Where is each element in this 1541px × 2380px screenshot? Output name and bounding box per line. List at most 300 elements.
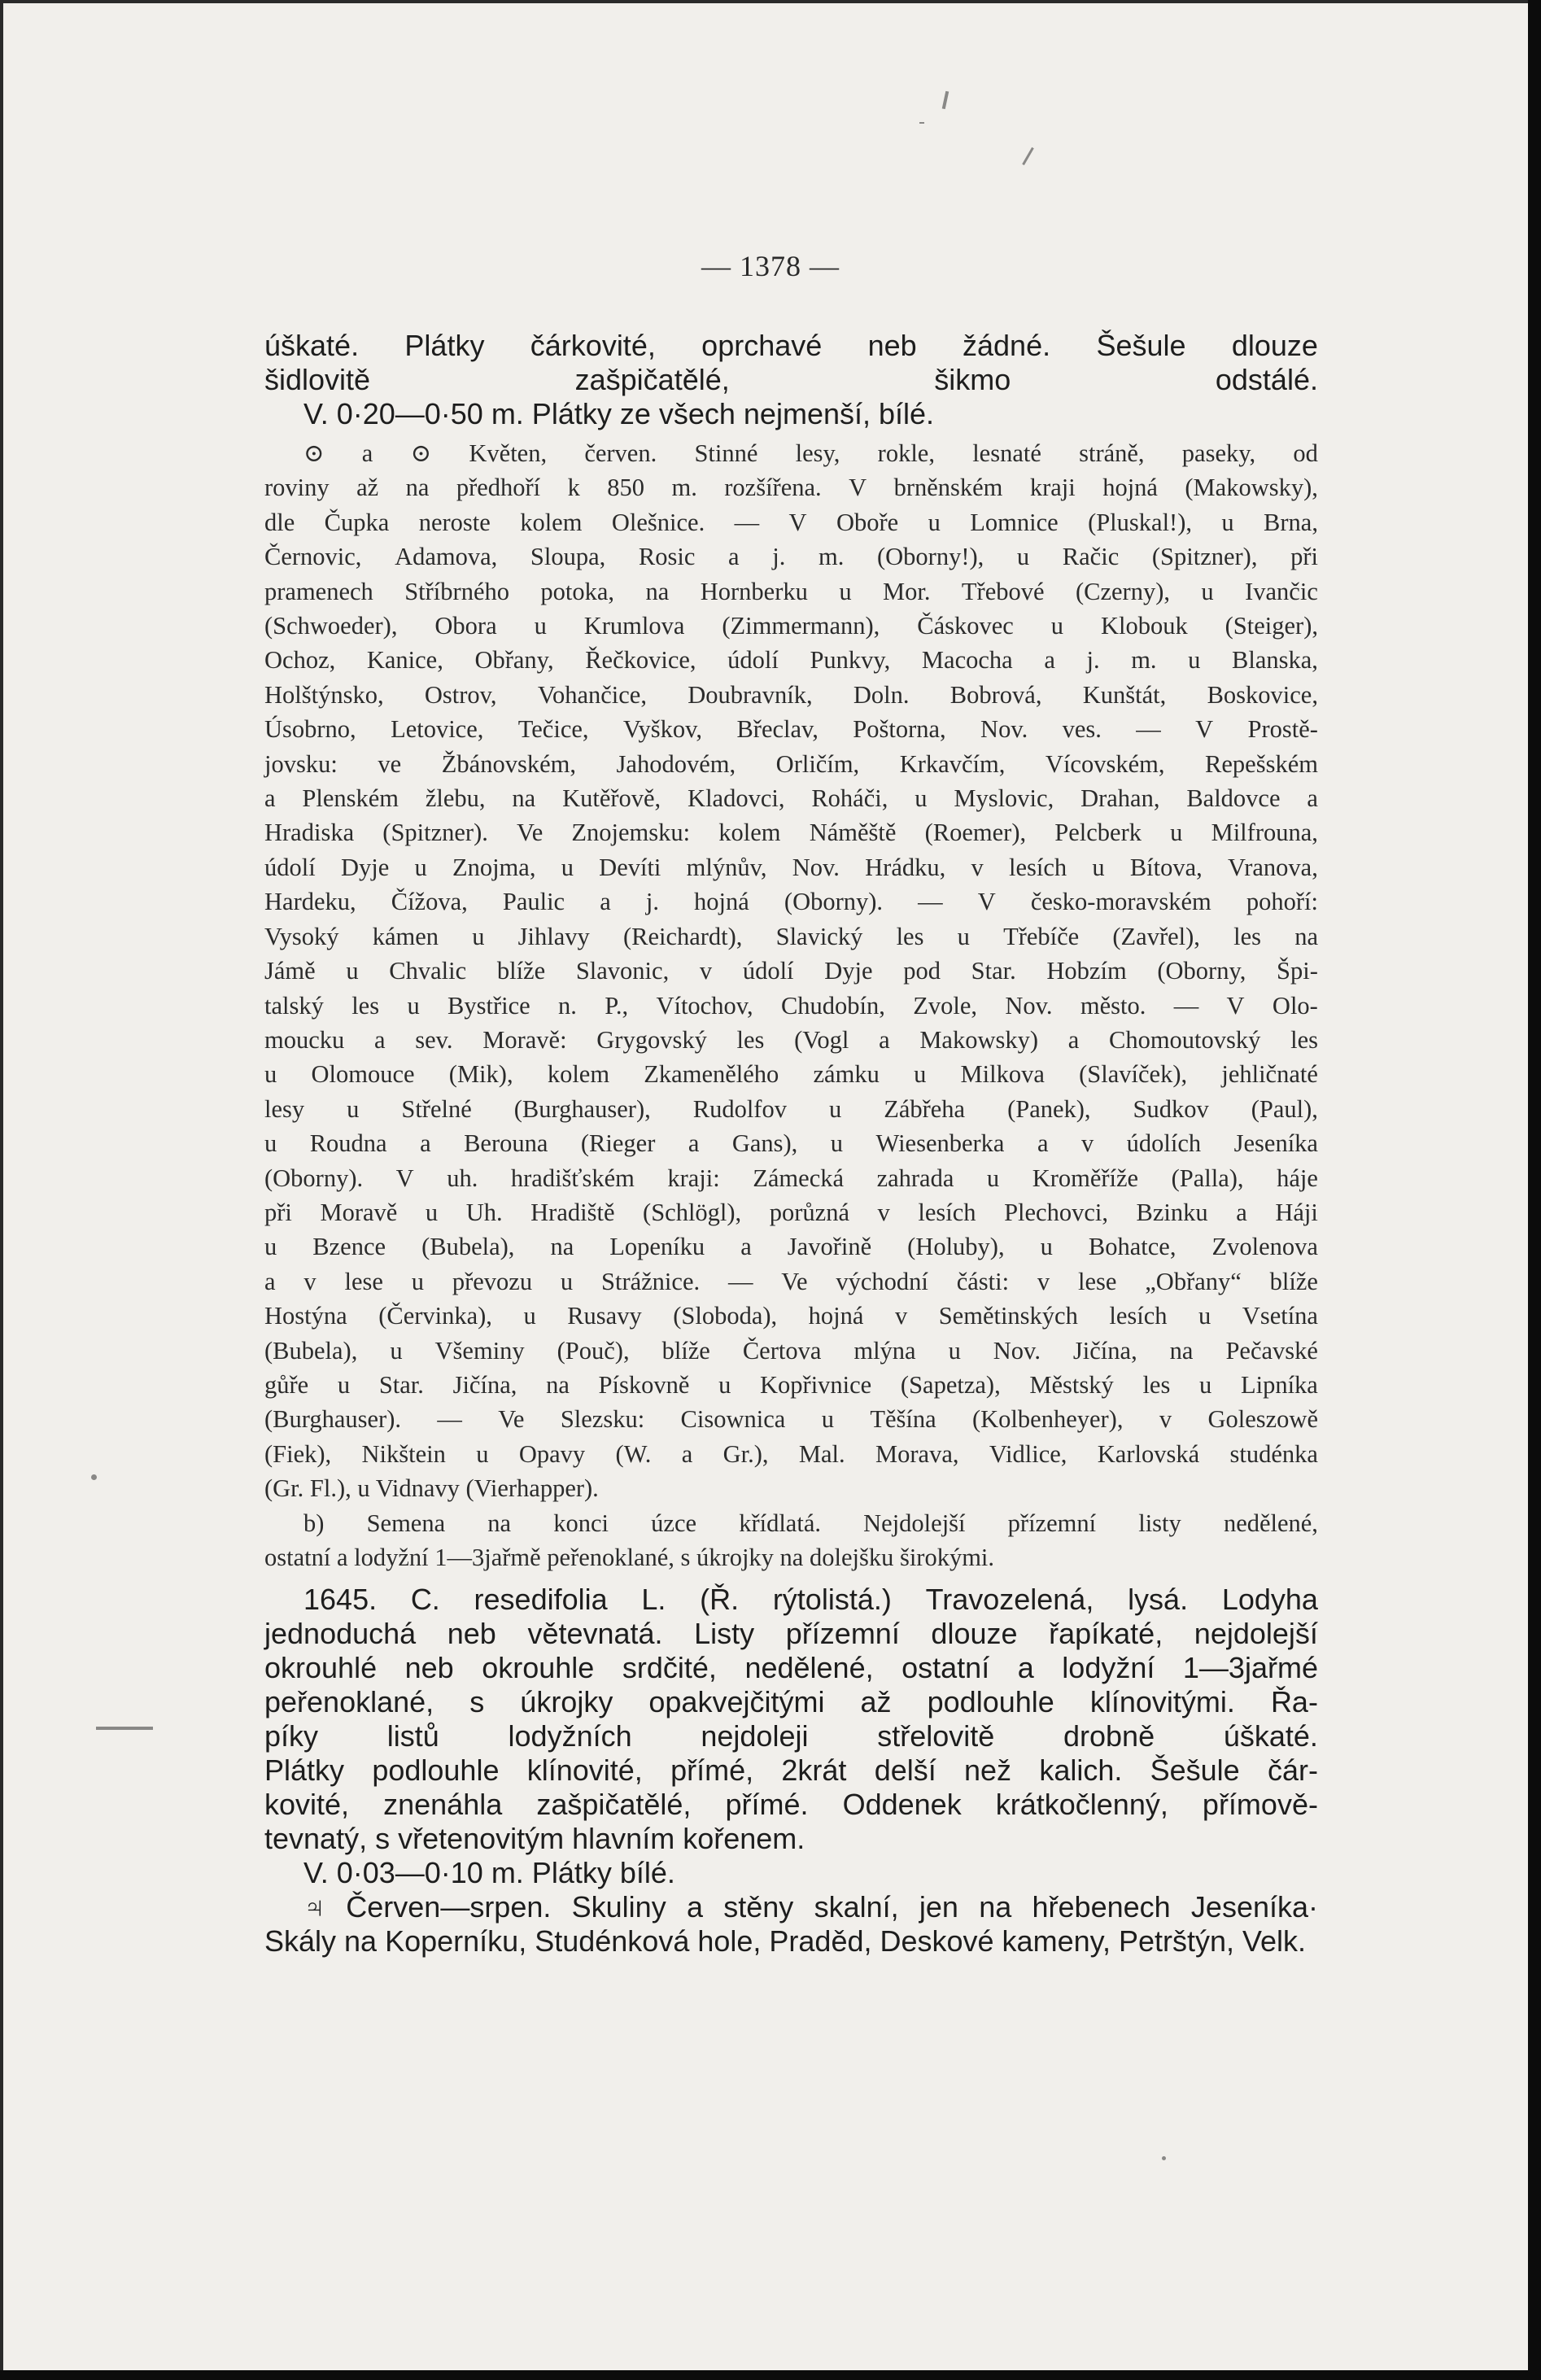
word: neroste — [418, 508, 491, 536]
word: hojná — [1102, 474, 1158, 502]
word: u — [948, 1336, 961, 1365]
word: kolem — [547, 1060, 610, 1089]
word: úkrojky — [520, 1685, 613, 1719]
word: (Pluskal!), — [1088, 508, 1192, 536]
word: Morava, — [875, 1439, 959, 1468]
word: úškaté. — [264, 329, 360, 362]
word: les — [1233, 922, 1261, 950]
word: oprchavé — [701, 329, 823, 362]
text-line — [264, 1057, 1318, 1091]
word: jen — [919, 1890, 958, 1924]
text-line — [264, 919, 1318, 954]
word: Olomouce — [311, 1060, 415, 1089]
word: kovité, — [264, 1788, 350, 1822]
text-line — [264, 470, 1318, 504]
word: drobně — [1063, 1719, 1155, 1753]
word: (Steiger), — [1225, 612, 1318, 640]
word: Zámecká — [753, 1164, 845, 1192]
word: úškaté. — [1223, 1719, 1318, 1753]
word: Star. — [378, 1370, 424, 1399]
word: Obřany, — [474, 646, 554, 675]
word: odstálé. — [1215, 363, 1318, 396]
word: přímově- — [1202, 1788, 1318, 1822]
text-line — [264, 712, 1318, 746]
text-line: Skály na Koperníku, Studénková hole, Praděd, Deskové kameny, Petrštýn, Velk. — [264, 1924, 1307, 1959]
word: a — [1236, 1198, 1247, 1226]
word: háje — [1277, 1164, 1318, 1192]
word: u — [560, 1267, 574, 1295]
word: Rudolfov — [692, 1094, 787, 1123]
word: Myslovic, — [954, 784, 1054, 813]
word: kalich. — [1039, 1753, 1123, 1788]
text-line — [264, 815, 1318, 849]
word: stěny — [723, 1890, 794, 1924]
word: Jámě — [264, 957, 316, 985]
word: Pelcberk — [1054, 819, 1142, 847]
word: v — [1080, 1129, 1094, 1158]
word: Moravě: — [482, 1025, 567, 1054]
word: Gans), — [731, 1129, 798, 1158]
word: u — [407, 991, 420, 1020]
word: — — [727, 1267, 753, 1295]
word: Hradiska — [264, 819, 355, 847]
text-line — [264, 1264, 1318, 1299]
word: Orličím, — [775, 749, 860, 778]
text-line — [264, 678, 1318, 712]
text-line — [264, 989, 1318, 1023]
word: uh. — [447, 1164, 478, 1192]
text-line — [264, 574, 1318, 609]
word: Jihlavy — [517, 922, 590, 950]
word: Vyškov, — [622, 715, 703, 744]
scan-border-bottom — [0, 2370, 1541, 2380]
word: u — [928, 508, 941, 536]
word: Jeseníka· — [1190, 1890, 1318, 1924]
scan-speck — [919, 122, 924, 124]
word: přízemní — [1007, 1509, 1097, 1537]
word: lodyžní — [1062, 1651, 1155, 1685]
word: lesích — [918, 1198, 976, 1226]
word: u — [472, 922, 485, 950]
word: Čížova, — [391, 888, 468, 916]
word: s — [469, 1685, 485, 1719]
word: Nov. — [1005, 991, 1053, 1020]
text-line — [264, 954, 1318, 988]
word: Gr.), — [722, 1439, 769, 1468]
word: (Vogl — [794, 1025, 849, 1054]
word: Devíti — [599, 853, 661, 881]
word: u — [1188, 646, 1201, 675]
word: Rosic — [638, 543, 696, 571]
word: Uh. — [465, 1198, 503, 1226]
word: 850 — [607, 474, 645, 502]
word: u — [1221, 508, 1234, 536]
word: Bítova, — [1129, 853, 1203, 881]
word: a — [420, 1129, 431, 1158]
word: u — [821, 1405, 834, 1434]
word: Milkova — [960, 1060, 1045, 1089]
word: Plechovci, — [1004, 1198, 1108, 1226]
word: a — [1044, 646, 1055, 675]
word: Nov. — [792, 853, 840, 881]
text-line — [264, 1126, 1318, 1160]
word: v — [1159, 1405, 1172, 1434]
word: Bystřice — [447, 991, 530, 1020]
word: Baldovce — [1186, 784, 1281, 813]
word: krátkočlenný, — [995, 1788, 1168, 1822]
text-line — [264, 1334, 1318, 1368]
word: gůře — [264, 1370, 309, 1399]
word: Nikštein — [361, 1439, 446, 1468]
word: než — [964, 1753, 1012, 1788]
word: Grygovský — [596, 1025, 707, 1054]
word: u — [411, 1267, 424, 1295]
word: Chomoutovský — [1108, 1025, 1261, 1054]
word: Pískovně — [598, 1370, 690, 1399]
word: C. — [410, 1583, 440, 1617]
word: a — [681, 1439, 693, 1468]
word: údolí — [727, 646, 779, 675]
word: V — [849, 474, 867, 502]
word: ⊙ — [410, 439, 432, 467]
word: u — [425, 1198, 439, 1226]
word: na — [1294, 922, 1318, 950]
word: porůzná — [769, 1198, 849, 1226]
text-line — [264, 1788, 1318, 1822]
word: okrouhlé — [264, 1651, 378, 1685]
word: Stříbrného — [404, 577, 509, 605]
word: u — [264, 1233, 277, 1261]
word: Všeminy — [434, 1336, 525, 1365]
text-line — [264, 1890, 1318, 1924]
word: Městský — [1029, 1370, 1114, 1399]
text-line — [264, 1651, 1318, 1685]
word: studénka — [1229, 1439, 1318, 1468]
word: a — [264, 1267, 276, 1295]
word: a — [361, 439, 373, 467]
word: Strážnice. — [601, 1267, 701, 1295]
word: kraji: — [667, 1164, 720, 1192]
word: Boskovice, — [1207, 680, 1318, 709]
word: Háji — [1275, 1198, 1318, 1226]
word: Blanska, — [1232, 646, 1318, 675]
word: ve — [378, 749, 402, 778]
text-line — [264, 1402, 1318, 1436]
word: — — [1173, 991, 1199, 1020]
word: lesích — [1008, 853, 1067, 881]
word: Ivančic — [1245, 577, 1318, 605]
word: u — [534, 612, 547, 640]
word: Slezsku: — [560, 1405, 645, 1434]
word: Sloupa, — [530, 543, 606, 571]
word: a — [1037, 1129, 1049, 1158]
word: podlouhle — [927, 1685, 1054, 1719]
word: a — [740, 1233, 752, 1261]
text-line — [264, 363, 1318, 397]
word: na — [979, 1890, 1012, 1924]
word: (Bubela), — [264, 1336, 358, 1365]
text-line — [264, 747, 1318, 781]
word: Střelné — [401, 1094, 472, 1123]
word: Poštorna, — [853, 715, 946, 744]
word: (Paul), — [1251, 1094, 1318, 1123]
word: hojná — [694, 888, 749, 916]
word: Berouna — [464, 1129, 548, 1158]
word: 1645. — [303, 1583, 378, 1617]
word: les — [896, 922, 924, 950]
word: kámen — [372, 922, 439, 950]
text-line — [264, 1437, 1318, 1471]
word: (Oborny). — [264, 1164, 364, 1192]
paragraph-gap — [264, 1574, 1318, 1583]
word: zahrada — [876, 1164, 954, 1192]
word: a — [1017, 1651, 1034, 1685]
word: (Palla), — [1171, 1164, 1244, 1192]
text-line — [264, 1195, 1318, 1229]
word: lysá. — [1128, 1583, 1189, 1617]
word: údolích — [1126, 1129, 1202, 1158]
word: v — [971, 853, 984, 881]
word: u — [830, 1129, 844, 1158]
word: neb — [867, 329, 917, 362]
word: podlouhle — [372, 1753, 500, 1788]
word: kolem — [520, 508, 583, 536]
text-line: V. 0·03—0·10 m. Plátky bílé. — [303, 1856, 675, 1890]
word: u — [839, 577, 852, 605]
word: na — [487, 1509, 512, 1537]
word: L. — [641, 1583, 666, 1617]
text-line: (Gr. Fl.), u Vidnavy (Vierhapper). — [264, 1474, 599, 1503]
word: kraji — [1029, 474, 1076, 502]
word: Plenském — [302, 784, 399, 813]
word: listy — [1138, 1509, 1181, 1537]
word: čárkovité, — [530, 329, 656, 362]
word: Čáskovec — [917, 612, 1014, 640]
word: hradišťském — [510, 1164, 635, 1192]
text-line — [264, 436, 1318, 470]
text-body — [264, 329, 1318, 1959]
word: žlebu, — [425, 784, 486, 813]
word: mlýnův, — [686, 853, 767, 881]
word: m. — [818, 543, 845, 571]
word: Vsetína — [1242, 1302, 1318, 1330]
word: — — [734, 508, 760, 536]
word: přímé. — [725, 1788, 809, 1822]
word: neb — [447, 1617, 496, 1651]
word: (Spitzner), — [1151, 543, 1258, 571]
word: (Schwoeder), — [264, 612, 398, 640]
word: Zkamenělého — [644, 1060, 779, 1089]
word: Holštýnsko, — [264, 680, 384, 709]
word: k — [567, 474, 580, 502]
word: Slavický — [775, 922, 863, 950]
word: na — [405, 474, 430, 502]
word: nedělené, — [1223, 1509, 1318, 1537]
word: pod — [903, 957, 941, 985]
word: srdčité, — [622, 1651, 717, 1685]
page-number: — 1378 — — [701, 250, 840, 282]
word: Znojemsku: — [571, 819, 691, 847]
word: les — [1290, 1025, 1318, 1054]
word: jehličnaté — [1221, 1060, 1318, 1089]
word: křídlatá. — [739, 1509, 821, 1537]
word: části: — [956, 1267, 1010, 1295]
word: Plátky — [404, 329, 485, 362]
word: úzce — [651, 1509, 697, 1537]
word: při — [1290, 543, 1318, 571]
word: Ochoz, — [264, 646, 336, 675]
word: (Kolbenheyer), — [972, 1405, 1124, 1434]
text-line — [264, 781, 1318, 815]
word: Hornberku — [700, 577, 808, 605]
word: Šešule — [1150, 1753, 1240, 1788]
word: Červen—srpen. — [346, 1890, 552, 1924]
word: Břeclav, — [736, 715, 819, 744]
text-line — [264, 1368, 1318, 1402]
word: při — [264, 1198, 292, 1226]
word: stráně, — [1079, 439, 1145, 467]
word: jednoduchá — [264, 1617, 417, 1651]
word: Nejdolejší — [863, 1509, 966, 1537]
text-line — [264, 1229, 1318, 1264]
word: dle — [264, 508, 295, 536]
text-line — [264, 1161, 1318, 1195]
word: (Rieger — [580, 1129, 656, 1158]
text-line — [264, 329, 1318, 363]
word: (Schlögl), — [643, 1198, 742, 1226]
text-line — [264, 539, 1318, 574]
word: Špi- — [1277, 957, 1318, 985]
word: Řa- — [1270, 1685, 1318, 1719]
word: delší — [874, 1753, 936, 1788]
word: u — [337, 1370, 351, 1399]
word: okrouhle — [482, 1651, 595, 1685]
word: a — [688, 1129, 700, 1158]
text-line — [264, 1506, 1318, 1540]
word: Lipníka — [1240, 1370, 1318, 1399]
word: — — [1136, 715, 1161, 744]
word: v — [877, 1198, 890, 1226]
word: Lomnice — [970, 508, 1059, 536]
word: lesy, — [795, 439, 840, 467]
word: Punkvy, — [810, 646, 891, 675]
word: zašpičatělé, — [536, 1788, 692, 1822]
word: moucku — [264, 1025, 345, 1054]
text-line: tevnatý, s vřetenovitým hlavním kořenem. — [264, 1822, 805, 1856]
scan-speck — [91, 1474, 97, 1480]
word: až — [860, 1685, 892, 1719]
word: Dyje — [340, 853, 390, 881]
word: (Roemer), — [924, 819, 1027, 847]
word: blíže — [661, 1336, 710, 1365]
word: Drahan, — [1080, 784, 1160, 813]
word: Třebíče — [1003, 922, 1080, 950]
word: Doln. — [853, 680, 910, 709]
word: u — [1201, 577, 1214, 605]
word: Bzinku — [1136, 1198, 1208, 1226]
word: hojná — [808, 1302, 864, 1330]
word: (Panek), — [1007, 1094, 1091, 1123]
word: údolí — [742, 957, 794, 985]
word: Jičína, — [1072, 1336, 1137, 1365]
word: na — [1169, 1336, 1194, 1365]
word: V — [1195, 715, 1214, 744]
word: (Mik), — [448, 1060, 513, 1089]
word: Ve — [498, 1405, 525, 1434]
word: potoka, — [540, 577, 615, 605]
word: ⊙ — [303, 439, 325, 467]
word: Ve — [517, 819, 543, 847]
scan-border-left — [0, 0, 3, 2380]
word: od — [1293, 439, 1318, 467]
word: střelovitě — [877, 1719, 995, 1753]
word: česko-moravském — [1030, 888, 1211, 916]
word: Stinné — [694, 439, 758, 467]
word: a — [264, 784, 276, 813]
word: Moravě — [320, 1198, 398, 1226]
word: Čupka — [324, 508, 390, 536]
word: Javořině — [787, 1233, 872, 1261]
word: Tečice, — [517, 715, 589, 744]
word: údolí — [264, 853, 316, 881]
word: u — [1016, 543, 1030, 571]
word: Letovice, — [391, 715, 484, 744]
word: v — [303, 1267, 316, 1295]
word: pohoří: — [1246, 888, 1318, 916]
word: Žbánovském, — [441, 749, 576, 778]
word: u — [986, 1164, 1000, 1192]
word: na — [546, 1370, 570, 1399]
text-line — [264, 1092, 1318, 1126]
word: šidlovitě — [264, 363, 371, 396]
word: (Makowsky), — [1185, 474, 1318, 502]
word: dlouze — [1231, 329, 1318, 362]
word: Krkavčím, — [899, 749, 1006, 778]
word: rýtolistá.) — [772, 1583, 892, 1617]
word: nejdolejší — [1194, 1617, 1318, 1651]
word: východní — [836, 1267, 928, 1295]
word: jovsku: — [264, 749, 338, 778]
word: Prostě- — [1247, 715, 1318, 744]
word: Ve — [781, 1267, 808, 1295]
word: na — [645, 577, 670, 605]
word: červen. — [584, 439, 657, 467]
word: Repešském — [1205, 749, 1318, 778]
word: Vícovském, — [1045, 749, 1165, 778]
word: Mor. — [883, 577, 931, 605]
word: Makowsky) — [919, 1025, 1039, 1054]
word: Skuliny — [571, 1890, 666, 1924]
word: (Sapetza), — [900, 1370, 1001, 1399]
word: Vidlice, — [989, 1439, 1067, 1468]
word: zašpičatělé, — [574, 363, 730, 396]
text-line — [264, 505, 1318, 539]
word: Lopeníku — [609, 1233, 705, 1261]
word: Vítochov, — [656, 991, 753, 1020]
word: žádné. — [963, 329, 1051, 362]
word: (Oborny). — [784, 888, 884, 916]
word: — — [918, 888, 943, 916]
word: píky — [264, 1719, 319, 1753]
word: u — [264, 1129, 277, 1158]
word: Ostrov, — [424, 680, 497, 709]
word: Opavy — [518, 1439, 586, 1468]
word: Vysoký — [264, 922, 339, 950]
word: a — [600, 888, 611, 916]
word: (W. — [615, 1439, 652, 1468]
word: Račic — [1062, 543, 1120, 571]
word: 1—3jařmé — [1182, 1651, 1318, 1685]
